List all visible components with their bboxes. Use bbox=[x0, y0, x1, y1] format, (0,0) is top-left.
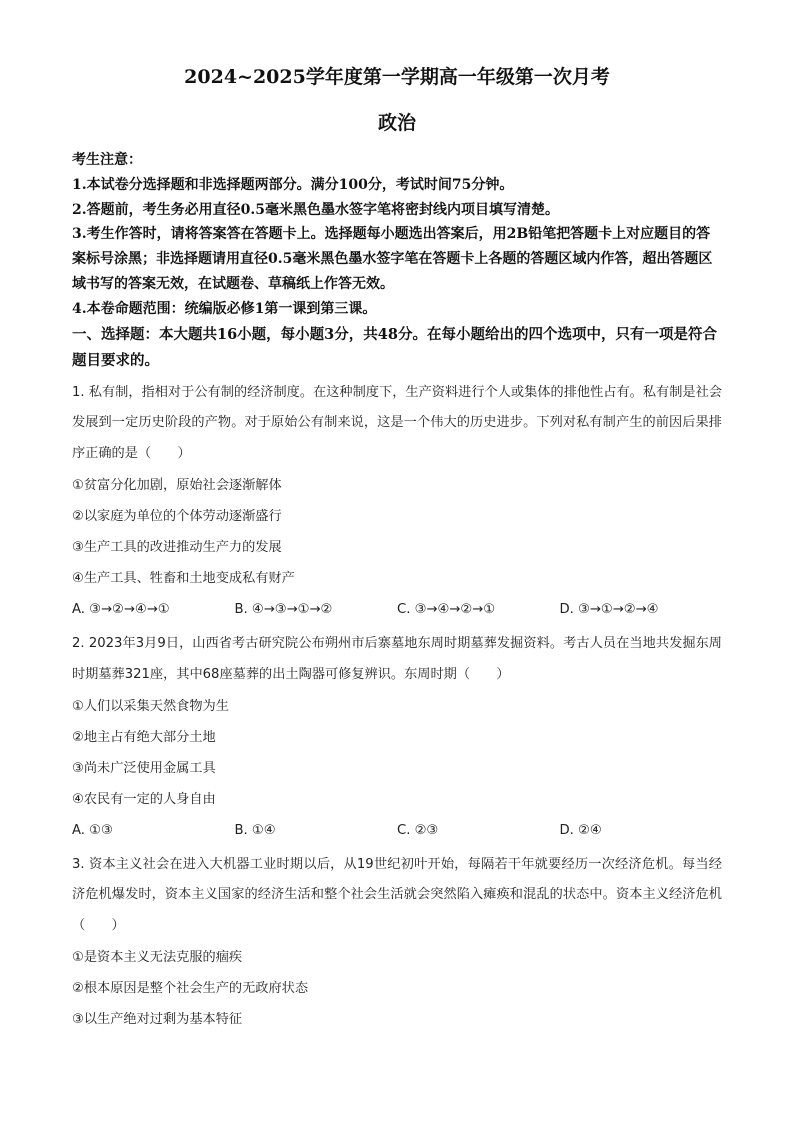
question-stem: 3. 资本主义社会在进入大机器工业时期以后，从19世纪初叶开始，每隔若干年就要经历一次经济危机。每当经济危机爆发时，资本主义国家的经济生活和整个社会生活就会突然陷入瘫痪和混乱的状态中。资本主义经济危机（ ） bbox=[72, 856, 722, 934]
subject-title: 政治 bbox=[377, 112, 416, 134]
notice-item: 1.本试卷分选择题和非选择题两部分。满分100分，考试时间75分钟。 bbox=[72, 176, 514, 193]
question-option: ③尚未广泛使用金属工具 bbox=[72, 760, 216, 776]
question-2 bbox=[72, 629, 722, 846]
question-stem: 2. 2023年3月9日，山西省考古研究院公布朔州市后寨墓地东周时期墓葬发掘资料。考古人员在当地共发掘东周时期墓葬321座，其中68座墓葬的出土陶器可修复辨识。东周时期（ ） bbox=[72, 635, 722, 682]
question-stem: 1. 私有制，指相对于公有制的经济制度。在这种制度下，生产资料进行个人或集体的排他性占有。私有制是社会发展到一定历史阶段的产物。对于原始公有制来说，这是一个伟大的历史进步。下列对私有制产生的前因后果排序正确的是（ ） bbox=[72, 384, 722, 462]
question-option: ②地主占有绝大部分土地 bbox=[72, 729, 216, 745]
choice-b: B. ④→③→①→② bbox=[234, 601, 333, 617]
choice-a: A. ③→②→④→① bbox=[72, 601, 170, 617]
question-option: ①是资本主义无法克服的痼疾 bbox=[72, 949, 243, 965]
choice-c: C. ③→④→②→① bbox=[397, 601, 496, 617]
notice-heading: 考生注意： bbox=[72, 152, 142, 168]
question-option: ③以生产绝对过剩为基本特征 bbox=[72, 1011, 243, 1027]
question-option: ①贫富分化加剧，原始社会逐渐解体 bbox=[72, 477, 282, 493]
notice-item: 3.考生作答时，请将答案答在答题卡上。选择题每小题选出答案后，用2B铅笔把答题卡上对应题目的答案标号涂黑；非选择题请用直径0.5毫米黑色墨水签字笔在答题卡上各题的答题区域内作答，超出答题区域书写的答案无效，在试题卷、草稿纸上作答无效。 bbox=[72, 226, 713, 292]
question-option: ②以家庭为单位的个体劳动逐渐盛行 bbox=[72, 508, 282, 524]
notice-item: 2.答题前，考生务必用直径0.5毫米黑色墨水签字笔将密封线内项目填写清楚。 bbox=[72, 201, 559, 218]
notice-block bbox=[72, 148, 722, 322]
question-3 bbox=[72, 850, 722, 1035]
answer-choices bbox=[72, 815, 722, 846]
section-heading: 一、选择题：本大题共16小题，每小题3分，共48分。在每小题给出的四个选项中，只有一项是符合题目要求的。 bbox=[72, 325, 717, 369]
question-option: ①人们以采集天然食物为生 bbox=[72, 698, 229, 714]
question-1 bbox=[72, 378, 722, 625]
exam-title: 2024~2025学年度第一学期高一年级第一次月考 bbox=[184, 66, 610, 88]
choice-d: D. ②④ bbox=[559, 822, 602, 838]
choice-d: D. ③→①→②→④ bbox=[559, 601, 659, 617]
choice-c: C. ②③ bbox=[397, 822, 439, 838]
choice-b: B. ①④ bbox=[234, 822, 276, 838]
exam-page bbox=[72, 64, 722, 1035]
choice-a: A. ①③ bbox=[72, 822, 113, 838]
answer-choices bbox=[72, 594, 722, 625]
question-option: ④生产工具、牲畜和土地变成私有财产 bbox=[72, 570, 295, 586]
question-option: ④农民有一定的人身自由 bbox=[72, 791, 216, 807]
question-option: ③生产工具的改进推动生产力的发展 bbox=[72, 539, 282, 555]
question-option: ②根本原因是整个社会生产的无政府状态 bbox=[72, 980, 309, 996]
notice-item: 4.本卷命题范围：统编版必修1第一课到第三课。 bbox=[72, 300, 377, 317]
